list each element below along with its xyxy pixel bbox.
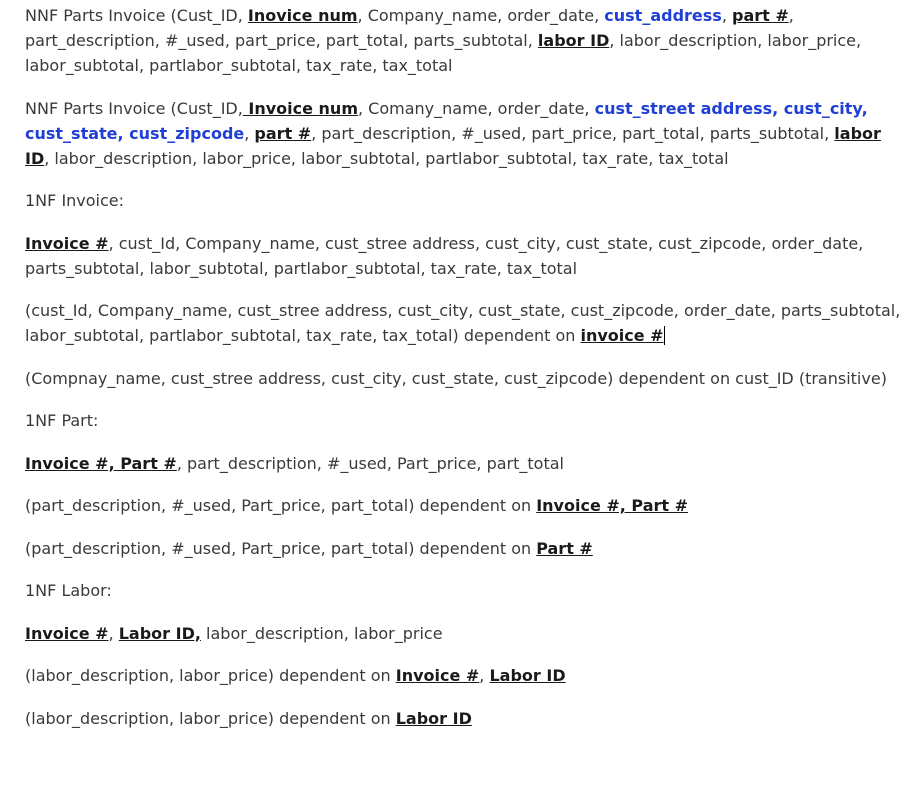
nnf-relation-1 [25, 3, 905, 78]
key-attribute: Inovice num [247, 6, 358, 25]
text-run: , part_description, #_used, Part_price, part_total [176, 453, 564, 473]
key-attribute: Invoice num [242, 98, 358, 118]
key-attribute: Labor ID [489, 666, 566, 685]
part-dependency-composite [25, 493, 905, 518]
heading-1nf-part: 1NF Part: [25, 411, 99, 430]
key-attribute: part # [254, 123, 312, 143]
key-attribute: Labor ID [395, 708, 472, 728]
text-run: (labor_description, labor_price) dependent on [25, 708, 396, 728]
key-attribute: Invoice # [25, 233, 109, 253]
text-run: , part_description, #_used, part_price, part_total, parts_subtotal, [25, 6, 794, 50]
text-run: , Company_name, order_date, [357, 6, 605, 25]
invoice-dependency [25, 298, 905, 348]
labor-dependency-partial [25, 706, 905, 731]
text-run: (Compnay_name, cust_stree address, cust_city, cust_state, cust_zipcode) dependent on cust_ID (transitive) [25, 368, 887, 388]
labor-relation [25, 621, 905, 646]
part-relation [25, 451, 905, 476]
part-dependency-partial [25, 536, 905, 561]
text-run: , labor_description, labor_price, labor_subtotal, partlabor_subtotal, tax_rate, tax_total [44, 148, 729, 168]
heading-1nf-invoice: 1NF Invoice: [25, 191, 125, 210]
key-attribute: Labor ID, [118, 623, 201, 643]
text-run: , Comany_name, order_date, [358, 98, 595, 118]
key-attribute: part # [731, 6, 789, 25]
text-run: NNF Parts Invoice (Cust_ID, [25, 98, 243, 118]
key-attribute: Invoice # [395, 666, 480, 685]
highlighted-attributes: cust_street address, cust_city, cust_state, cust_zipcode [25, 98, 868, 143]
text-run: , part_description, #_used, part_price, part_total, parts_subtotal, [311, 123, 835, 143]
key-attribute: Part # [536, 538, 593, 558]
text-run: (part_description, #_used, Part_price, part_total) dependent on [25, 496, 537, 515]
text-run: , [721, 6, 732, 25]
key-attribute: Invoice #, Part # [536, 496, 689, 515]
text-run: NNF Parts Invoice (Cust_ID, [25, 6, 248, 25]
document-body[interactable] [25, 3, 905, 748]
text-cursor [664, 326, 665, 345]
text-run: , [479, 666, 490, 685]
labor-dependency-composite [25, 663, 905, 688]
key-attribute: Invoice # [25, 623, 109, 643]
key-attribute: invoice # [580, 326, 664, 345]
highlighted-attributes: cust_address [604, 6, 722, 25]
text-run: , [244, 123, 255, 143]
heading-1nf-labor: 1NF Labor: [25, 581, 112, 600]
text-run: labor_description, labor_price [200, 623, 443, 643]
key-attribute: labor ID [25, 123, 881, 168]
invoice-transitive-dependency [25, 366, 905, 391]
text-run: (part_description, #_used, Part_price, part_total) dependent on [25, 538, 537, 558]
text-run: (labor_description, labor_price) dependent on [25, 666, 396, 685]
text-run: (cust_Id, Company_name, cust_stree address, cust_city, cust_state, cust_zipcode, order_date, parts_subtotal, labor_subtotal, partlabor_subtotal, tax_rate, tax_total) dependent on [25, 301, 901, 345]
text-run: , [108, 623, 119, 643]
key-attribute: Invoice #, Part # [25, 453, 177, 473]
key-attribute: labor ID [537, 31, 610, 50]
nnf-relation-2 [25, 96, 905, 171]
text-run: , labor_description, labor_price, labor_subtotal, partlabor_subtotal, tax_rate, tax_total [25, 31, 862, 75]
invoice-relation [25, 231, 905, 281]
text-run: , cust_Id, Company_name, cust_stree address, cust_city, cust_state, cust_zipcode, order_date, parts_subtotal, labor_subtotal, partlabor_subtotal, tax_rate, tax_total [25, 233, 864, 278]
